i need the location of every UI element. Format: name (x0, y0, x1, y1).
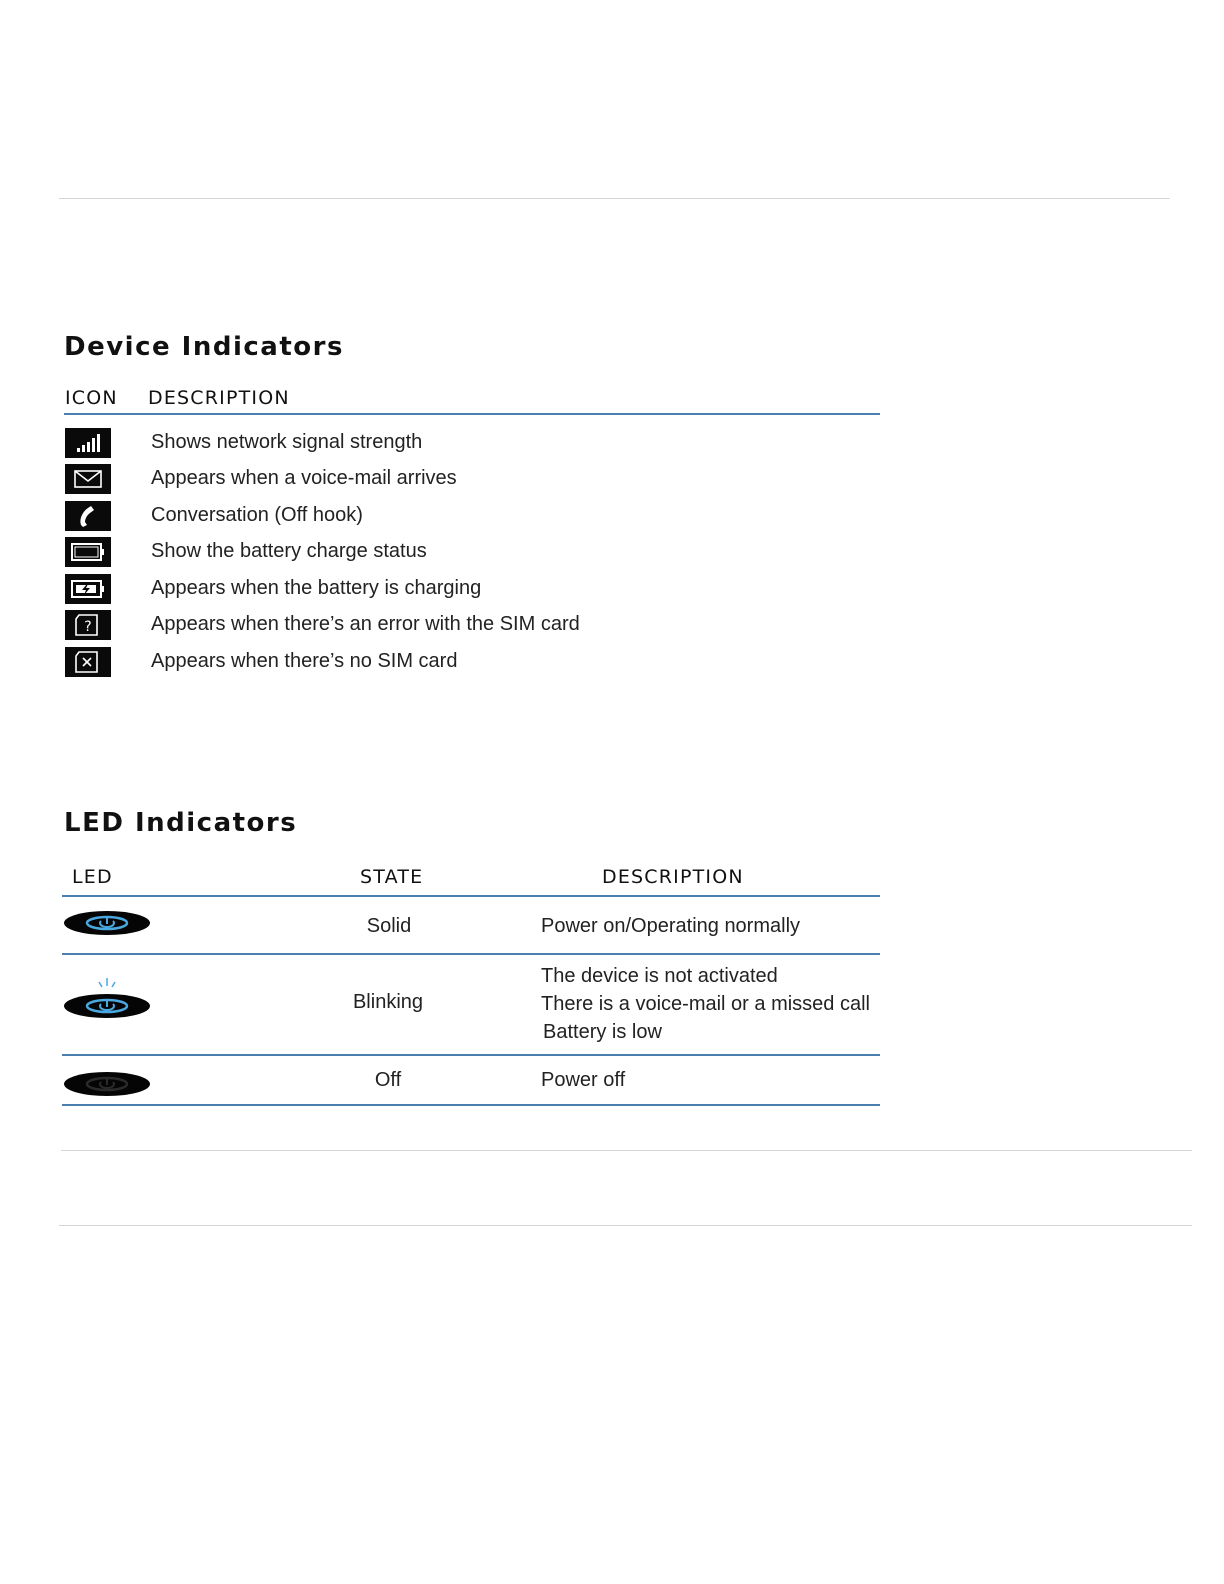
led-row-divider (62, 953, 880, 955)
indicator-description: Appears when there’s an error with the SIM card (151, 613, 580, 635)
led-description-line: Power on/Operating normally (541, 915, 801, 937)
led-description-line: The device is not activated (541, 965, 778, 987)
led-row-divider (62, 1054, 880, 1056)
led-state: Blinking (352, 991, 424, 1013)
indicator-description: Appears when a voice-mail arrives (151, 467, 457, 489)
icon-column-header: ICON (65, 387, 118, 409)
top-divider (59, 198, 1170, 199)
led-table-header-line (62, 895, 880, 897)
led-blinking-icon (63, 976, 151, 1025)
led-state: Off (374, 1069, 402, 1091)
phone-handset-icon (65, 501, 111, 531)
device-indicators-title: Device Indicators (64, 332, 344, 362)
state-column-header: STATE (360, 866, 424, 888)
indicator-row-charging (65, 574, 865, 604)
led-description-line: Battery is low (543, 1021, 662, 1043)
indicator-description: Show the battery charge status (151, 540, 427, 562)
indicator-row-offhook (65, 501, 865, 531)
led-indicators-title: LED Indicators (64, 808, 298, 838)
bottom-divider-2 (59, 1225, 1192, 1226)
envelope-icon (65, 464, 111, 494)
indicator-description: Appears when there’s no SIM card (151, 650, 458, 672)
led-description (541, 1066, 625, 1094)
led-description (541, 962, 870, 1046)
indicator-row-battery (65, 537, 865, 567)
led-description-line: Power off (541, 1069, 626, 1091)
led-state: Solid (366, 915, 412, 937)
indicator-row-no-sim (65, 647, 865, 677)
indicator-row-signal (65, 428, 865, 458)
led-description-line: There is a voice-mail or a missed call (541, 993, 870, 1015)
indicator-description: Shows network signal strength (151, 431, 423, 453)
indicator-description: Appears when the battery is charging (151, 577, 482, 599)
device-table-header-line (64, 413, 880, 415)
description-column-header: DESCRIPTION (148, 387, 290, 409)
led-row-divider (62, 1104, 880, 1106)
led-description (541, 912, 800, 940)
svg-text:?: ? (84, 619, 92, 635)
led-column-header: LED (72, 866, 113, 888)
led-description-column-header: DESCRIPTION (602, 866, 744, 888)
signal-strength-icon (65, 428, 111, 458)
led-off-icon (63, 1069, 151, 1104)
sim-error-icon (65, 610, 111, 640)
bottom-divider-1 (61, 1150, 1192, 1151)
indicator-row-voicemail (65, 464, 865, 494)
no-sim-icon (65, 647, 111, 677)
indicator-description: Conversation (Off hook) (151, 504, 363, 526)
battery-icon (65, 537, 111, 567)
led-solid-icon (63, 908, 151, 943)
indicator-row-sim-error (65, 610, 865, 640)
battery-charging-icon (65, 574, 111, 604)
